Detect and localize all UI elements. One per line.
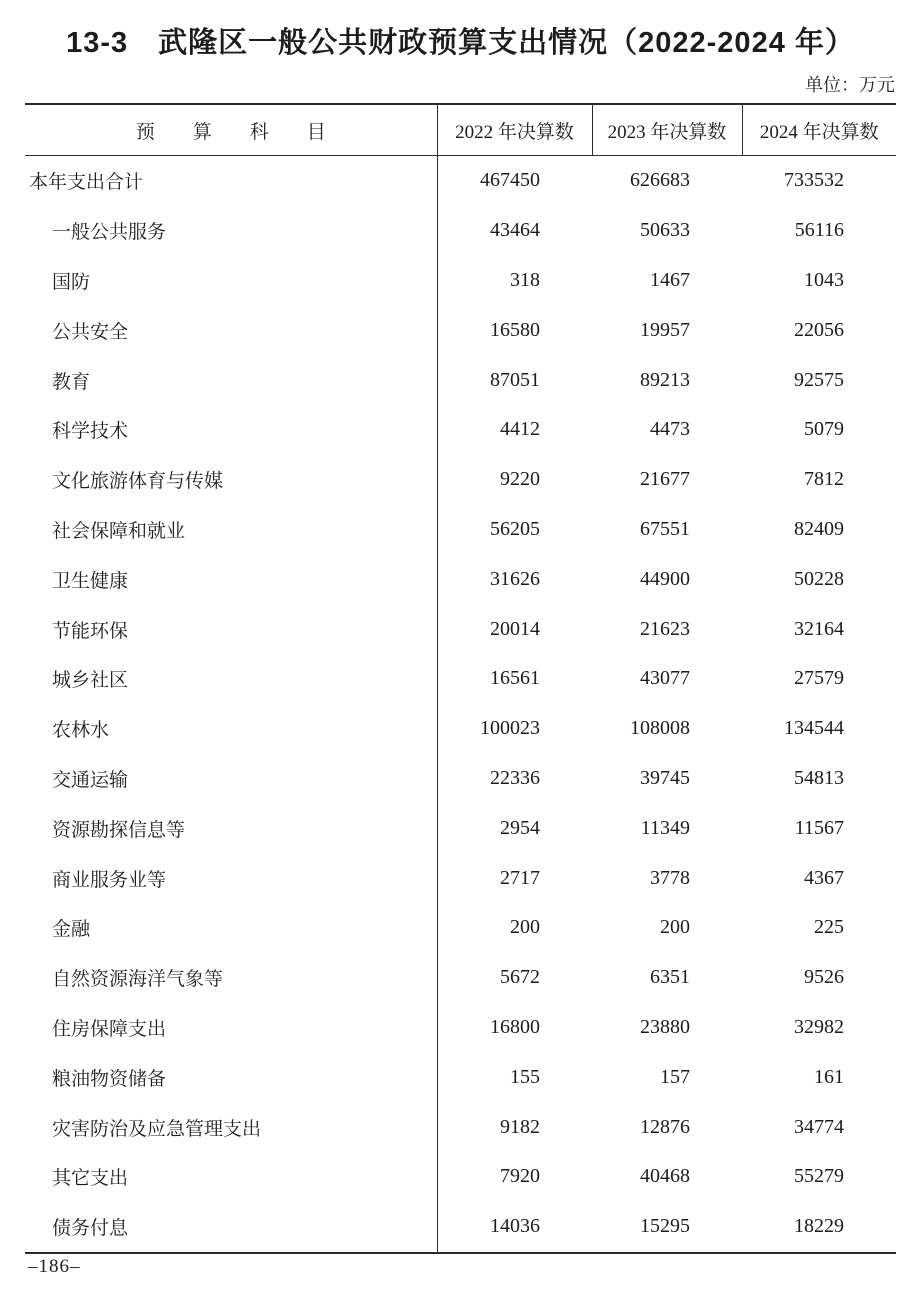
row-label: 资源勘探信息等 (25, 803, 437, 853)
table-row (25, 1152, 896, 1202)
row-label: 灾害防治及应急管理支出 (25, 1102, 437, 1152)
header-row (25, 104, 896, 156)
table-row (25, 604, 896, 654)
column-header-2024: 2024 年决算数 (742, 104, 896, 156)
value-2024: 733532 (784, 169, 844, 192)
row-label: 社会保障和就业 (25, 505, 437, 555)
value-2024: 56116 (794, 219, 844, 242)
value-2024: 225 (814, 916, 844, 939)
value-2023: 44900 (640, 567, 690, 590)
row-label: 农林水 (25, 704, 437, 754)
value-2024: 55279 (794, 1165, 844, 1188)
table-row (25, 455, 896, 505)
value-2024: 34774 (794, 1115, 844, 1138)
value-2022: 16800 (490, 1015, 540, 1038)
table-row (25, 156, 896, 206)
value-2024: 4367 (804, 866, 844, 889)
value-2024: 1043 (804, 268, 844, 291)
value-2024: 92575 (794, 368, 844, 391)
row-label: 交通运输 (25, 754, 437, 804)
value-2022: 14036 (490, 1215, 540, 1238)
value-2023: 626683 (630, 169, 690, 192)
value-2023: 19957 (640, 318, 690, 341)
table-row (25, 654, 896, 704)
row-label: 城乡社区 (25, 654, 437, 704)
row-label: 文化旅游体育与传媒 (25, 455, 437, 505)
value-2023: 15295 (640, 1215, 690, 1238)
row-label: 其它支出 (25, 1152, 437, 1202)
value-2023: 3778 (650, 866, 690, 889)
row-label: 科学技术 (25, 405, 437, 455)
value-2024: 7812 (804, 468, 844, 491)
table-row (25, 853, 896, 903)
value-2024: 18229 (794, 1215, 844, 1238)
table-row (25, 1102, 896, 1152)
value-2023: 40468 (640, 1165, 690, 1188)
row-label: 本年支出合计 (25, 156, 437, 206)
value-2023: 157 (660, 1065, 690, 1088)
table-row (25, 554, 896, 604)
value-2023: 50633 (640, 219, 690, 242)
value-2024: 134544 (784, 717, 844, 740)
value-2023: 21677 (640, 468, 690, 491)
value-2022: 22336 (490, 766, 540, 789)
column-header-2022: 2022 年决算数 (437, 104, 592, 156)
row-label: 自然资源海洋气象等 (25, 953, 437, 1003)
value-2022: 43464 (490, 219, 540, 242)
value-2023: 11349 (640, 816, 690, 839)
value-2022: 4412 (500, 418, 540, 441)
value-2023: 89213 (640, 368, 690, 391)
table-row (25, 754, 896, 804)
page-number: –186– (28, 1256, 81, 1277)
value-2022: 16561 (490, 667, 540, 690)
value-2024: 50228 (794, 567, 844, 590)
column-header-subject: 预算科目 (25, 104, 437, 156)
table-row (25, 206, 896, 256)
value-2024: 9526 (804, 966, 844, 989)
table-row (25, 1003, 896, 1053)
value-2024: 22056 (794, 318, 844, 341)
value-2022: 9220 (500, 468, 540, 491)
value-2022: 467450 (480, 169, 540, 192)
value-2022: 31626 (490, 567, 540, 590)
value-2022: 20014 (490, 617, 540, 640)
value-2024: 11567 (794, 816, 844, 839)
value-2023: 108008 (630, 717, 690, 740)
value-2022: 16580 (490, 318, 540, 341)
value-2024: 27579 (794, 667, 844, 690)
table-row (25, 405, 896, 455)
value-2022: 87051 (490, 368, 540, 391)
value-2024: 5079 (804, 418, 844, 441)
value-2024: 161 (814, 1065, 844, 1088)
value-2023: 200 (660, 916, 690, 939)
unit-note: 单位：万元 (805, 75, 895, 95)
value-2022: 9182 (500, 1115, 540, 1138)
value-2022: 5672 (500, 966, 540, 989)
value-2022: 2954 (500, 816, 540, 839)
value-2023: 4473 (650, 418, 690, 441)
row-label: 公共安全 (25, 305, 437, 355)
table-row (25, 704, 896, 754)
page-title: 13-3 武隆区一般公共财政预算支出情况（2022-2024 年） (66, 27, 855, 59)
column-header-2023: 2023 年决算数 (592, 104, 742, 156)
value-2023: 21623 (640, 617, 690, 640)
value-2022: 56205 (490, 517, 540, 540)
value-2022: 2717 (500, 866, 540, 889)
table-row (25, 953, 896, 1003)
table-row (25, 903, 896, 953)
row-label: 一般公共服务 (25, 206, 437, 256)
value-2022: 155 (510, 1065, 540, 1088)
value-2024: 82409 (794, 517, 844, 540)
value-2023: 6351 (650, 966, 690, 989)
row-label: 卫生健康 (25, 554, 437, 604)
value-2023: 23880 (640, 1015, 690, 1038)
value-2022: 100023 (480, 717, 540, 740)
table-row (25, 256, 896, 306)
value-2023: 43077 (640, 667, 690, 690)
table-row (25, 305, 896, 355)
table-row (25, 1052, 896, 1102)
table-row (25, 505, 896, 555)
value-2022: 7920 (500, 1165, 540, 1188)
value-2023: 1467 (650, 268, 690, 291)
table-row (25, 803, 896, 853)
table-row (25, 1202, 896, 1253)
value-2024: 54813 (794, 766, 844, 789)
row-label: 住房保障支出 (25, 1003, 437, 1053)
row-label: 节能环保 (25, 604, 437, 654)
value-2023: 67551 (640, 517, 690, 540)
row-label: 国防 (25, 256, 437, 306)
budget-expenditure-table (25, 103, 896, 1254)
value-2022: 200 (510, 916, 540, 939)
row-label: 金融 (25, 903, 437, 953)
value-2022: 318 (510, 268, 540, 291)
row-label: 商业服务业等 (25, 853, 437, 903)
table-row (25, 355, 896, 405)
value-2024: 32164 (794, 617, 844, 640)
value-2023: 39745 (640, 766, 690, 789)
value-2024: 32982 (794, 1015, 844, 1038)
value-2023: 12876 (640, 1115, 690, 1138)
row-label: 债务付息 (25, 1202, 437, 1253)
row-label: 粮油物资储备 (25, 1052, 437, 1102)
row-label: 教育 (25, 355, 437, 405)
